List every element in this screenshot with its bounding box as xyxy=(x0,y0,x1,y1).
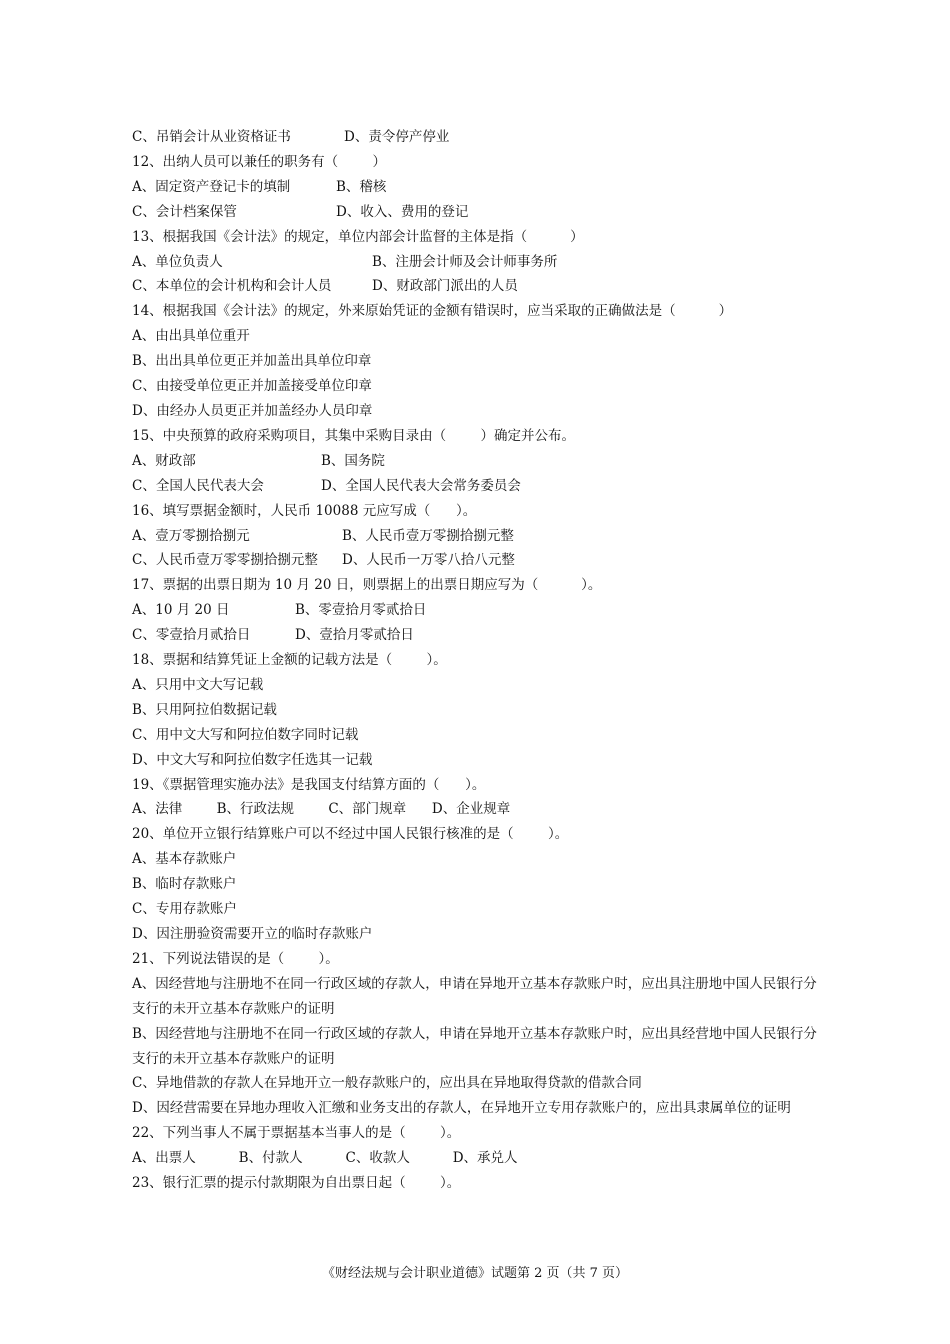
text-line: 19、《票据管理实施办法》是我国支付结算方面的（ ）。 xyxy=(132,776,486,793)
option-left: A、固定资产登记卡的填制 xyxy=(132,178,291,195)
option-row xyxy=(132,175,822,200)
text-line: 22、下列当事人不属于票据基本当事人的是（ ）。 xyxy=(132,1125,461,1142)
option-row xyxy=(132,200,822,225)
option-left: C、吊销会计从业资格证书 xyxy=(132,129,291,145)
option-right: D、收入、费用的登记 xyxy=(336,203,469,220)
option-row xyxy=(132,598,822,623)
option-row xyxy=(132,449,822,474)
text-line: 13、根据我国《会计法》的规定，单位内部会计监督的主体是指（ ） xyxy=(132,228,584,245)
option-right: B、零壹拾月零贰拾日 xyxy=(295,602,427,619)
option-left: C、会计档案保管 xyxy=(132,203,237,220)
text-line: C、用中文大写和阿拉伯数字同时记载 xyxy=(132,726,359,743)
text-line: 15、中央预算的政府采购项目，其集中采购目录由（ ）确定并公布。 xyxy=(132,427,576,444)
text-line: 20、单位开立银行结算账户可以不经过中国人民银行核准的是（ ）。 xyxy=(132,826,569,843)
option-left: C、全国人民代表大会 xyxy=(132,477,264,494)
text-line: 12、出纳人员可以兼任的职务有（ ） xyxy=(132,153,387,170)
text-line: 23、银行汇票的提示付款期限为自出票日起（ ）。 xyxy=(132,1175,461,1192)
option-row xyxy=(132,524,822,549)
text-line: D、因经营需要在异地办理收入汇缴和业务支出的存款人，在异地开立专用存款账户的，应出具隶属单位的证明 xyxy=(132,1100,791,1117)
option-right: D、壹拾月零贰拾日 xyxy=(295,627,414,644)
option-left: C、人民币壹万零零捌拾捌元整 xyxy=(132,552,318,569)
option-left: A、壹万零捌拾捌元 xyxy=(132,527,250,544)
text-line: D、中文大写和阿拉伯数字任选其一记载 xyxy=(132,751,373,768)
text-line: A、由出具单位重开 xyxy=(132,328,250,345)
option-right: B、人民币壹万零捌拾捌元整 xyxy=(342,527,514,544)
option-row xyxy=(132,274,822,299)
option-left: A、财政部 xyxy=(132,452,196,469)
option-left: A、10 月 20 日 xyxy=(132,602,230,619)
text-line: 21、下列说法错误的是（ ）。 xyxy=(132,950,339,967)
option-left: A、单位负责人 xyxy=(132,253,223,270)
option-row xyxy=(132,623,822,648)
exam-content xyxy=(132,125,822,1196)
option-right: B、国务院 xyxy=(321,452,385,469)
text-line: B、出出具单位更正并加盖出具单位印章 xyxy=(132,353,372,370)
text-line: D、因注册验资需要开立的临时存款账户 xyxy=(132,926,373,942)
text-line: C、专用存款账户 xyxy=(132,901,237,918)
text-line: 17、票据的出票日期为 10 月 20 日，则票据上的出票日期应写为（ ）。 xyxy=(132,577,602,594)
text-line: A、只用中文大写记载 xyxy=(132,676,264,693)
option-right: D、全国人民代表大会常务委员会 xyxy=(321,477,521,494)
option-right: B、稽核 xyxy=(336,178,387,195)
option-row xyxy=(132,474,822,499)
text-line: D、由经办人员更正并加盖经办人员印章 xyxy=(132,402,373,419)
text-line: C、异地借款的存款人在异地开立一般存款账户的，应出具在异地取得贷款的借款合同 xyxy=(132,1075,642,1092)
text-line: B、只用阿拉伯数据记载 xyxy=(132,701,277,718)
page-footer: 《财经法规与会计职业道德》试题第 2 页（共 7 页） xyxy=(321,1266,629,1281)
text-line: B、因经营地与注册地不在同一行政区域的存款人，申请在异地开立基本存款账户时，应出具经营地中国人民银行分支行的未开立基本存款账户的证明 xyxy=(132,1025,817,1067)
option-row xyxy=(132,548,822,573)
text-line: A、因经营地与注册地不在同一行政区域的存款人，申请在异地开立基本存款账户时，应出具注册地中国人民银行分支行的未开立基本存款账户的证明 xyxy=(132,975,817,1017)
option-right: D、人民币一万零八拾八元整 xyxy=(342,552,515,569)
option-left: C、零壹拾月贰拾日 xyxy=(132,627,251,644)
option-left: C、本单位的会计机构和会计人员 xyxy=(132,278,332,295)
text-line: B、临时存款账户 xyxy=(132,876,237,893)
text-line: 14、根据我国《会计法》的规定，外来原始凭证的金额有错误时，应当采取的正确做法是（ ） xyxy=(132,303,733,320)
text-line: 16、填写票据金额时，人民币 10088 元应写成（ ）。 xyxy=(132,502,477,519)
text-line: 18、票据和结算凭证上金额的记载方法是（ ）。 xyxy=(132,652,447,669)
text-line: C、由接受单位更正并加盖接受单位印章 xyxy=(132,378,372,395)
text-line: A、法律 B、行政法规 C、部门规章 D、企业规章 xyxy=(132,801,511,818)
option-row xyxy=(132,125,822,150)
option-right: B、注册会计师及会计师事务所 xyxy=(372,253,558,270)
text-line: A、出票人 B、付款人 C、收款人 D、承兑人 xyxy=(132,1150,518,1167)
option-row xyxy=(132,250,822,275)
option-right: D、财政部门派出的人员 xyxy=(372,278,518,295)
option-right: D、责令停产停业 xyxy=(344,129,450,145)
text-line: A、基本存款账户 xyxy=(132,851,237,868)
